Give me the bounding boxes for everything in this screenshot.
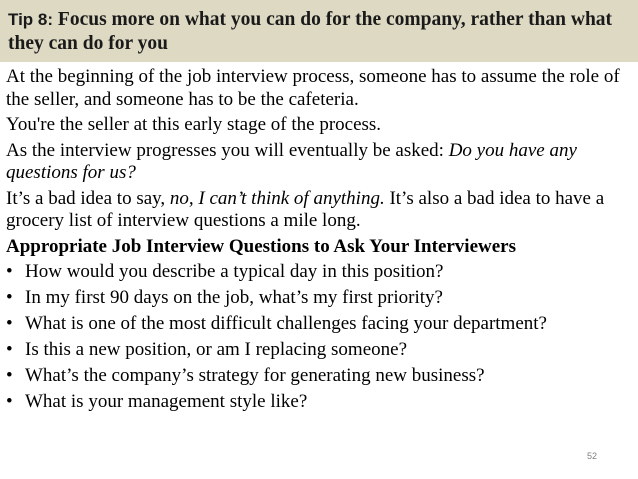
- question-text: What is one of the most difficult challenges facing your department?: [25, 313, 547, 334]
- question-text: What’s the company’s strategy for generating new business?: [25, 365, 485, 386]
- paragraph-seller-role: At the beginning of the job interview process, someone has to assume the role of the seller, and someone has to be the cafeteria.: [6, 66, 620, 110]
- bullet-icon: •: [6, 313, 13, 334]
- question-text: How would you describe a typical day in this position?: [25, 261, 444, 282]
- bullet-icon: •: [6, 287, 13, 308]
- paragraph-text: It’s a bad idea to say,: [6, 187, 170, 209]
- bullet-icon: •: [6, 391, 13, 412]
- tip-title: Focus more on what you can do for the company, rather than what they can do for you: [8, 9, 613, 54]
- list-item: [6, 339, 634, 361]
- list-item: [6, 365, 634, 387]
- paragraph-seller-stage: You're the seller at this early stage of the process.: [6, 114, 382, 135]
- paragraph-bad-idea: [6, 188, 634, 233]
- list-item: [6, 261, 634, 283]
- tip-label: Tip 8:: [8, 10, 54, 29]
- bullet-icon: •: [6, 365, 13, 386]
- italic-question: Do you have any questions for us?: [6, 139, 577, 183]
- bullet-icon: •: [6, 261, 13, 282]
- question-text: Is this a new position, or am I replacing someone?: [25, 339, 408, 360]
- bullet-icon: •: [6, 339, 13, 360]
- list-item: [6, 313, 634, 335]
- questions-list: [6, 261, 634, 413]
- question-text: What is your management style like?: [25, 391, 308, 412]
- paragraph-text: As the interview progresses you will eventually be asked:: [6, 139, 449, 161]
- slide-title: [8, 8, 628, 56]
- title-banner: [0, 0, 638, 62]
- paragraph-text: It’s also a bad idea to have a grocery list of interview questions a mile long.: [6, 187, 605, 231]
- italic-quote: no, I can’t think of anything.: [169, 187, 385, 209]
- questions-heading: Appropriate Job Interview Questions to Ask Your Interviewers: [6, 235, 517, 257]
- list-item: [6, 287, 634, 309]
- slide-body: [6, 66, 634, 417]
- page-number: 52: [587, 451, 598, 461]
- paragraph-interview-progress: [6, 140, 634, 185]
- list-item: [6, 391, 634, 413]
- question-text: In my first 90 days on the job, what’s my first priority?: [25, 287, 443, 308]
